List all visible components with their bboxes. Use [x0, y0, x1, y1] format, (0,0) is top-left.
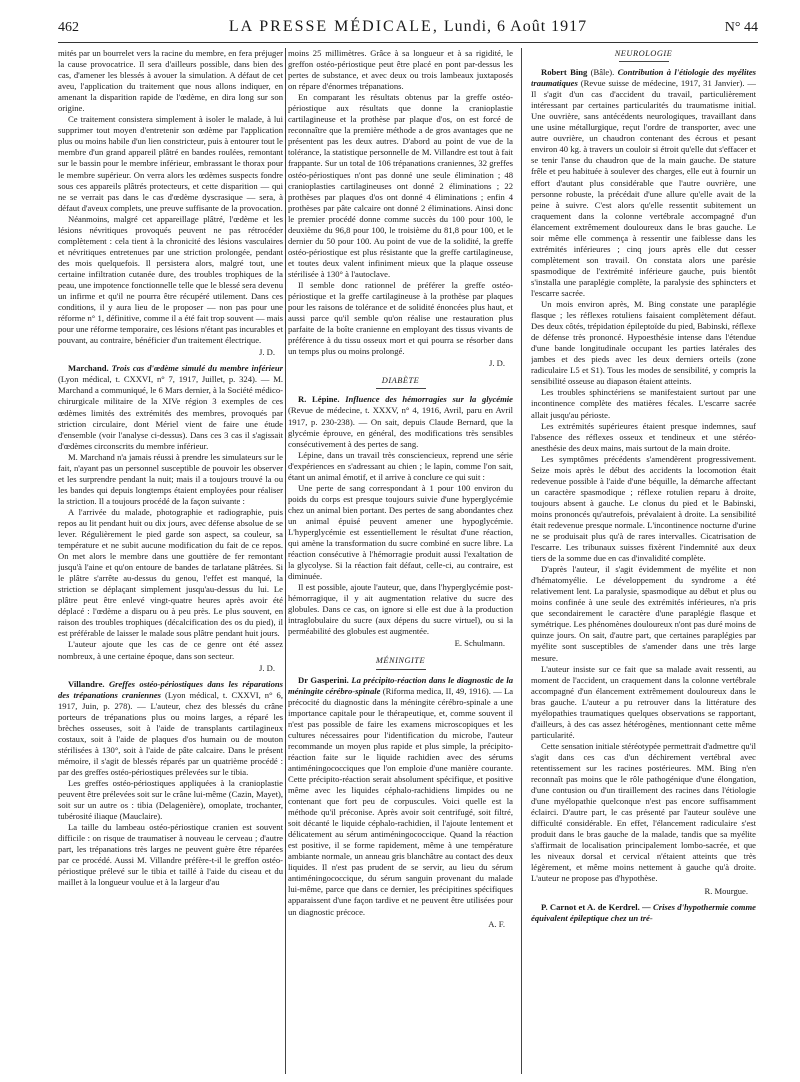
paragraph: Lépine, dans un travail très consciencieux, reprend une série d'expériences en s'adressant au chien ; le lapin, comme l'on sait, étant un animal émotif, et il arrive à conclure ce qui suit : [288, 449, 513, 482]
paragraph: Un mois environ après, M. Bing constate une paraplégie flasque ; les réflexes rotuliens faisaient complètement défaut. Des deux côtés, trépidation épileptoïde du pied, Babinski, réflexe de défense très prononcé. Hypoesthésie intense dans l'étendue d'une bande longitudinale occupant les parties latérales des jambes et des pieds avec les deux derniers orteils (zone radiculaire L5 et S1). Tous les modes de sensibilité, y compris la sensibilité osseuse au diapason étaient atteints. [531, 299, 756, 387]
header-rule [58, 42, 758, 43]
review-bing [531, 67, 756, 299]
article-title: Greffes ostéo-périostiques dans les réparations des trépanations craniennes [58, 678, 283, 700]
author: P. Carnot et A. de Kerdrel. [541, 901, 640, 912]
paragraph: Néanmoins, malgré cet appareillage plâtré, l'œdème et les lésions névritiques provoqués peuvent ne pas rétrocéder complètement : cela tient à la chronicité des lésions vasculaires et névritiques entretenues par une striction prolongée, pendant des mois quelquefois. Il persistera alors, malgré tout, une certaine infiltration cutanée dure, des troubles trophiques de la peau, une impotence fonctionnelle telle que le blessé sera devenu un infirme et qu'il ne pourra être récupéré utilement. Dans ces conditions, il y aura lieu de le proposer — non pas pour une réforme n° 1, définitive, comme il a été fait trop souvent — mais pour une réforme temporaire, ces lésions n'étant pas incurables et pouvant, au contraire, bénéficier d'un traitement électrique. [58, 213, 283, 346]
column-1 [58, 48, 283, 1074]
article-title: — Crises d'hypothermie comme équivalent épileptique chez un tré- [531, 901, 756, 923]
author: Villandre. [68, 678, 105, 689]
reference: (Lyon médical, t. CXXVI, n° 6, 1917, Juin, p. 278). — L'auteur, chez des blessés du crâne porteurs de trépanations plus ou moins larges, a réparé les brèches osseuses, soit à l'aide de transplants cartilagineux costaux, soit à l'aide de plaques d'os humain ou de mouton stérilisées à 130°, soit à l'aide de pâte calcaire. Dans le présent mémoire, il s'agit de blessés réparés par un quatrième procédé : par des greffes ostéo-périostiques prélevées sur le tibia. [58, 689, 283, 777]
reference: (Revue de médecine, t. XXXV, n° 4, 1916, Avril, paru en Avril 1917, p. 230-238). — On sait, depuis Claude Bernard, que la glycémie éprouve, en général, des modifications très sensibles consécutivement à des pertes de sang. [288, 405, 513, 449]
review-villandre [58, 679, 283, 778]
section-rule [619, 61, 669, 62]
paragraph: L'auteur insiste sur ce fait que sa malade avait ressenti, au moment de l'accident, un craquement dans la colonne vertébrale accompagné d'un élancement extrêmement douloureux dans le bras gauche. L'auteur a pu retrouver dans la littérature des myélopathies traumatiques quelques observations se rapportant, d'ailleurs, à des cas assez hétérogènes, mentionnant cette même particularité. [531, 663, 756, 740]
journal-name: LA PRESSE MÉDICALE, [228, 18, 439, 35]
article-title: Trois cas d'œdème simulé du membre inférieur [111, 363, 283, 374]
signature: R. Mourgue. [704, 885, 748, 896]
section-rule [376, 388, 426, 389]
page-header [58, 18, 758, 40]
paragraph: Les extrémités supérieures étaient presque indemnes, sauf l'absence des réflexes osseux et tendineux et une stéréo-anesthésie des deux mains, mais surtout de la main droite. [531, 420, 756, 453]
section-heading-meningite: MÉNINGITE [375, 656, 426, 666]
review-marchand [58, 363, 283, 451]
paragraph: mités par un bourrelet vers la racine du membre, en fera préjuger la cause provocatrice. Il sera d'ailleurs possible, dans bien des cas, d'amener les blessés à avouer la simulation. A défaut de cet aveu, l'application du traitement que nous allons indiquer, en amenant la disparition rapide de l'œdème, en dira long sur son origine. [58, 48, 283, 114]
paragraph: L'auteur ajoute que les cas de ce genre ont été assez nombreux, à une certaine époque, dans son secteur. [58, 639, 283, 661]
author: Robert Bing [541, 67, 588, 78]
signature: E. Schulmann. [454, 638, 505, 649]
signature: A. F. [488, 918, 505, 929]
column-divider-right [521, 48, 522, 1074]
paragraph: En comparant les résultats obtenus par la greffe ostéo-périostique aux résultats que donne la cranioplastie cartilagineuse et la prothèse par plaque d'os, on est forcé de reconnaître que la première méthode a de gros avantages que ne présentent pas les deux autres. D'abord au point de vue de la tolérance, la statistique personnelle de M. Villandre est tout à fait frappante. Sur un total de 106 trépanations craniennes, 32 greffes ostéo-périostiques n'ont pas donné une seule élimination ; 48 cranioplasties cartilagineuses ont donné 2 éliminations ; 22 prothèses par plaques d'os ont donné 4 éliminations ; enfin 4 prothèses par pâte calcaire ont donné 2 éliminations. Ainsi donc le premier procédé donne comme succès du 100 pour 100, le deuxième du 96,8 pour 100, le troisième du 81,8 pour 100, et le dernier du 50 pour 100. Au point de vue de la solidité, la greffe ostéo-périostique est plus résistante que la greffe cartilagineuse, et toutes deux valent infiniment mieux que la plaque osseuse stérilisée à 130° à l'autoclave. [288, 92, 513, 279]
paragraph: M. Marchand n'a jamais réussi à prendre les simulateurs sur le fait, n'ayant pas un personnel susceptible de pouvoir les observer et les surprendre pendant la nuit; mais il a toujours trouvé la ou les bandes qui depuis longtemps étaient employées pour réaliser la striction. Il a toujours procédé de la façon suivante : [58, 451, 283, 506]
signature: J. D. [259, 347, 275, 358]
paragraph: Les symptômes précédents s'amendèrent progressivement. Seize mois après le début des accidents la locomotion était redevenue possible à l'aide d'une béquille, la démarche affectant un caractère spasmodique ; réflexe rotulien reparu à droite, toujours absent à gauche. Le clonus du pied et le Babinski, moins prononcés qu'autrefois, prévalaient à droite. La sensibilité était redevenue presque normale. L'incontinence nocturne d'urine ne se produisait plus qu'à de rares intervalles. Cicatrisation de l'escarre. Les tribunaux suisses fixèrent l'indemnité aux deux tiers de la somme due en cas d'invalidité complète. [531, 453, 756, 564]
section-heading-neurologie: NEUROLOGIE [614, 49, 673, 58]
paragraph: Cette sensation initiale stéréotypée permettrait d'admettre qu'il s'agit dans ces cas d'un déchirement vertébral avec retentissement sur les racines postérieures. MM. Bing n'en reconnaît pas moins que le rôle pathogénique d'une élongation, d'une contusion ou d'un tiraillement des racines dans l'étiologie d'une myélopathie quelconque n'est pas encore suffisamment éclairci. D'autre part, le cas présenté par l'auteur soulève une difficulté considérable. En effet, l'élancement radiculaire s'est produit dans le bras gauche de la malade, tandis que sa myélite s'affirmait de localisation principalement lombo-sacrée, et que les niveaux dorsal et cervical n'étaient atteints que très légèrement, et même moins nettement à gauche qu'à droite. L'auteur ne propose pas d'hypothèse. [531, 740, 756, 884]
paragraph: La taille du lambeau ostéo-périostique cranien est souvent difficile : on risque de traumatiser à nouveau le cerveau ; d'autre part, les trépanations très larges ne peuvent guère être réparées par ce procédé. Aussi M. Villandre préfère-t-il le greffon ostéo-périostique prélevé sur le tibia et taillé à l'aide du ciseau et du maillet à la longueur voulue et à la largeur d'au [58, 822, 283, 888]
paragraph: Il semble donc rationnel de préférer la greffe ostéo-périostique et la greffe cartilagineuse à la prothèse par plaques pour les raisons de tolérance et de solidité énoncées plus haut, et aussi parce qu'il semble qu'on réalise une restauration plus parfaite de la boîte cranienne en employant des tissus vivants de préférence à du tissu osseux mort et qui pourra se résorber dans un temps plus ou moins prolongé. [288, 279, 513, 357]
column-divider-left [285, 48, 286, 1074]
review-gasperini [288, 675, 513, 918]
reference: (Riforma medica, II, 49, 1916). — La précocité du diagnostic dans la méningite cérébro-spinale a une importance capitale pour le thérapeutique, et, comme souvent il n'est pas possible de faire les examens microscopiques et les cultures nécessaires pour l'identification du microbe, l'auteur recommande un moyen plus rapide et plus simple, la précipito-réaction faite sur le liquide rachidien avec des sérums antiméningococciques que l'on emploie d'une manière courante. Cette précipito-réaction serait absolument spécifique, et positive même avec les liquides céphalo-rachidiens limpides ou ne contenant que fort peu de corpuscules. Voici quelle est la méthode qu'il préconise. Après avoir soit centrifugé, soit filtré, soit décanté le liquide céphalo-rachidien, il l'ajoute lentement et délicatement au sérum antiméningococcique. Quand la réaction est positive, il se forme rapidement, même à une température ambiante normale, un anneau gris blanchâtre au contact des deux liquides. Il n'est pas prudent de se servir, au lieu du sérum antiméningococcique, du sérum sanguin provenant du malade lui-même, parce que dans ce dernier, les précipitines spécifiques apparaissent d'une façon tardive et ne peuvent être utilisées pour un diagnostic précoce. [288, 685, 513, 917]
paragraph: Les greffes ostéo-périostiques appliquées à la cranioplastie peuvent être prélevées soit sur le crâne lui-même (Cazin, Mayet), soit sur un autre os : tibia (Delagenière), omoplate, trochanter, tubérosité iliaque (Mauclaire). [58, 778, 283, 822]
column-2 [288, 48, 513, 1074]
paragraph: Une perte de sang correspondant à 1 pour 100 environ du poids du corps est presque toujours suivie d'une hyperglycémie chez un animal bien portant. Des pertes de sang abondantes chez un animal épuisé peuvent amener une hypoglycémie. L'hyperglycémie est essentiellement le résultat d'une réaction, qui amène la transformation du sucre combiné en sucre libre. La réaction consécutive à l'hémorragie produit aussi l'exaltation de la glycolyse. Si la réaction fait défaut, celle-ci, au contraire, est diminuée. [288, 482, 513, 582]
column-3 [531, 48, 756, 1074]
author: Marchand. [68, 363, 109, 374]
issue-date: Lundi, 6 Août 1917 [443, 18, 588, 35]
reference: (Revue suisse de médecine, 1917, 31 Janvier). — Il s'agit d'un cas d'accident du travail, particulièrement intéressant par certaines particularités du traumatisme initial. Une ouvrière, sans antécédents neurologiques, travaillant dans une usine métallurgique, reçut l'ordre de transporter, avec une autre ouvrière, un chaudron contenant des écrous et pesant environ 40 kg. à travers un couloir si étroit qu'elle dut s'effacer et se tenir l'anse du chaudron que de la main gauche. De stature frêle et peu habituée à soulever des charges, elle eut à fournir un effort d'autant plus considérable que l'autre ouvrière, une personne robuste, la précédait d'une allure qu'elle avait de la peine à suivre. C'est alors qu'elle ressentit subitement un craquement dans la colonne vertébrale accompagné d'un élancement extrêmement douloureux dans le bras gauche. Le soir même elle commença à ressentir une faiblesse dans les extrémités inférieures ; cinq jours après elle dut cesser complètement son travail. On constata alors une parésie spasmodique de l'extrémité inférieure gauche, puis bientôt s'installa une paraplégie complète, la paralysie des sphincters et l'escarre sacrée. [531, 78, 756, 298]
article-title: Influence des hémorragies sur la glycémie [345, 394, 513, 405]
review-lepine [288, 394, 513, 449]
author-place: (Bâle). [590, 67, 615, 78]
paragraph: moins 25 millimètres. Grâce à sa longueur et à sa rigidité, le greffon ostéo-périostique peut être placé en pont par-dessus les pertes de substance, et avec deux ou trois lambeaux juxtaposés on répare d'énormes trépanations. [288, 48, 513, 92]
paragraph: A l'arrivée du malade, photographie et radiographie, puis repos au lit pendant huit ou dix jours, avec défense absolue de se lever. Régulièrement le pied garde son aspect, sa couleur, sa température et ne subit aucune modification du fait de ce repos. On met alors le membre dans une gouttière de fer remontant jusqu'à l'aine et qu'on entoure de bandes de tarlatane plâtrées. Si le plâtre s'arrête au-dessus du genou, l'effet est manqué, la striction se déplaçant simplement jusqu'au-dessus du lui. Le plâtre peut être enlevé vingt-quatre heures après avoir été déplacé : l'œdème a disparu ou à peu près. Le plus souvent, en raison des troubles trophiques (décalcification des os du pied), il est préférable de laisser le malade sous plâtre pendant huit jours. [58, 506, 283, 639]
author: Dr Gasperini. [298, 674, 349, 685]
issue-number: N° 44 [724, 20, 758, 35]
article-title: Contribution à l'étiologie des myélites traumatiques [531, 67, 756, 89]
signature: J. D. [489, 358, 505, 369]
signature: J. D. [259, 662, 275, 673]
page-number: 462 [58, 20, 79, 35]
article-title: La précipito-réaction dans le diagnostic de la méningite cérébro-spinale [288, 674, 513, 696]
running-title [58, 18, 758, 36]
paragraph: Il est possible, ajoute l'auteur, que, dans l'hyperglycémie post-hémorragique, il y ait augmentation relative du sucre des globules. Dans ce cas, on ignore si elle est due à la production intraglobulaire du sucre (aux dépens du sucre virtuel), ou si la perméabilité des globules est augmentée. [288, 582, 513, 637]
paragraph: Les troubles sphinctériens se manifestaient surtout par une incontinence complète des matières fécales. L'escarre sacrée allait jusqu'au périoste. [531, 387, 756, 420]
section-rule [376, 669, 426, 670]
author: R. Lépine. [298, 394, 340, 405]
review-carnot [531, 902, 756, 924]
section-heading-diabete: DIABÈTE [381, 376, 420, 386]
reference: (Lyon médical, t. CXXVI, n° 7, 1917, Juillet, p. 324). — M. Marchand a communiqué, le 6 Mars dernier, à la Société médico-chirurgicale militaire de la XIVe région 3 exemples de ces œdèmes limités des extrémités des membres, provoqués par striction circulaire, dont Mériel vient de faire une étude d'ensemble (voir l'analyse ci-dessus). Dans ces 3 cas il s'agissait d'œdèmes circonscrits du membre inférieur. [58, 374, 283, 451]
paragraph: Ce traitement consistera simplement à isoler le malade, à lui supprimer tout moyen d'entretenir son œdème par l'application plus ou moins habile d'un lien constricteur, puis à entourer tout le membre d'un grand appareil plâtré en bandes roulées, remontant sur le bassin pour le membre inférieur, embrassant le thorax pour le membre supérieur. On verra alors les œdèmes suspects fondre sous ces appareils plâtrés protecteurs, et cette disparition — qui ne se verrait pas dans le cas d'œdème dyscrasique — sera, à défaut d'aveux complets, une preuve suffisante de la provocation. [58, 114, 283, 213]
paragraph: D'après l'auteur, il s'agit évidemment de myélite et non d'hématomyélie. Le développement du syndrome a été relativement lent. La paralysie, spasmodique au début et plus ou moins confinée à une seule des extrémités inférieures, n'a pris que secondairement le caractère d'une paraplégie flasque et symétrique. Les phénomènes douloureux n'ont pas duré moins de quinze jours. On sait, d'autre part, que certaines paraplégies par myélite sont susceptibles de s'amender dans une très large mesure. [531, 564, 756, 663]
